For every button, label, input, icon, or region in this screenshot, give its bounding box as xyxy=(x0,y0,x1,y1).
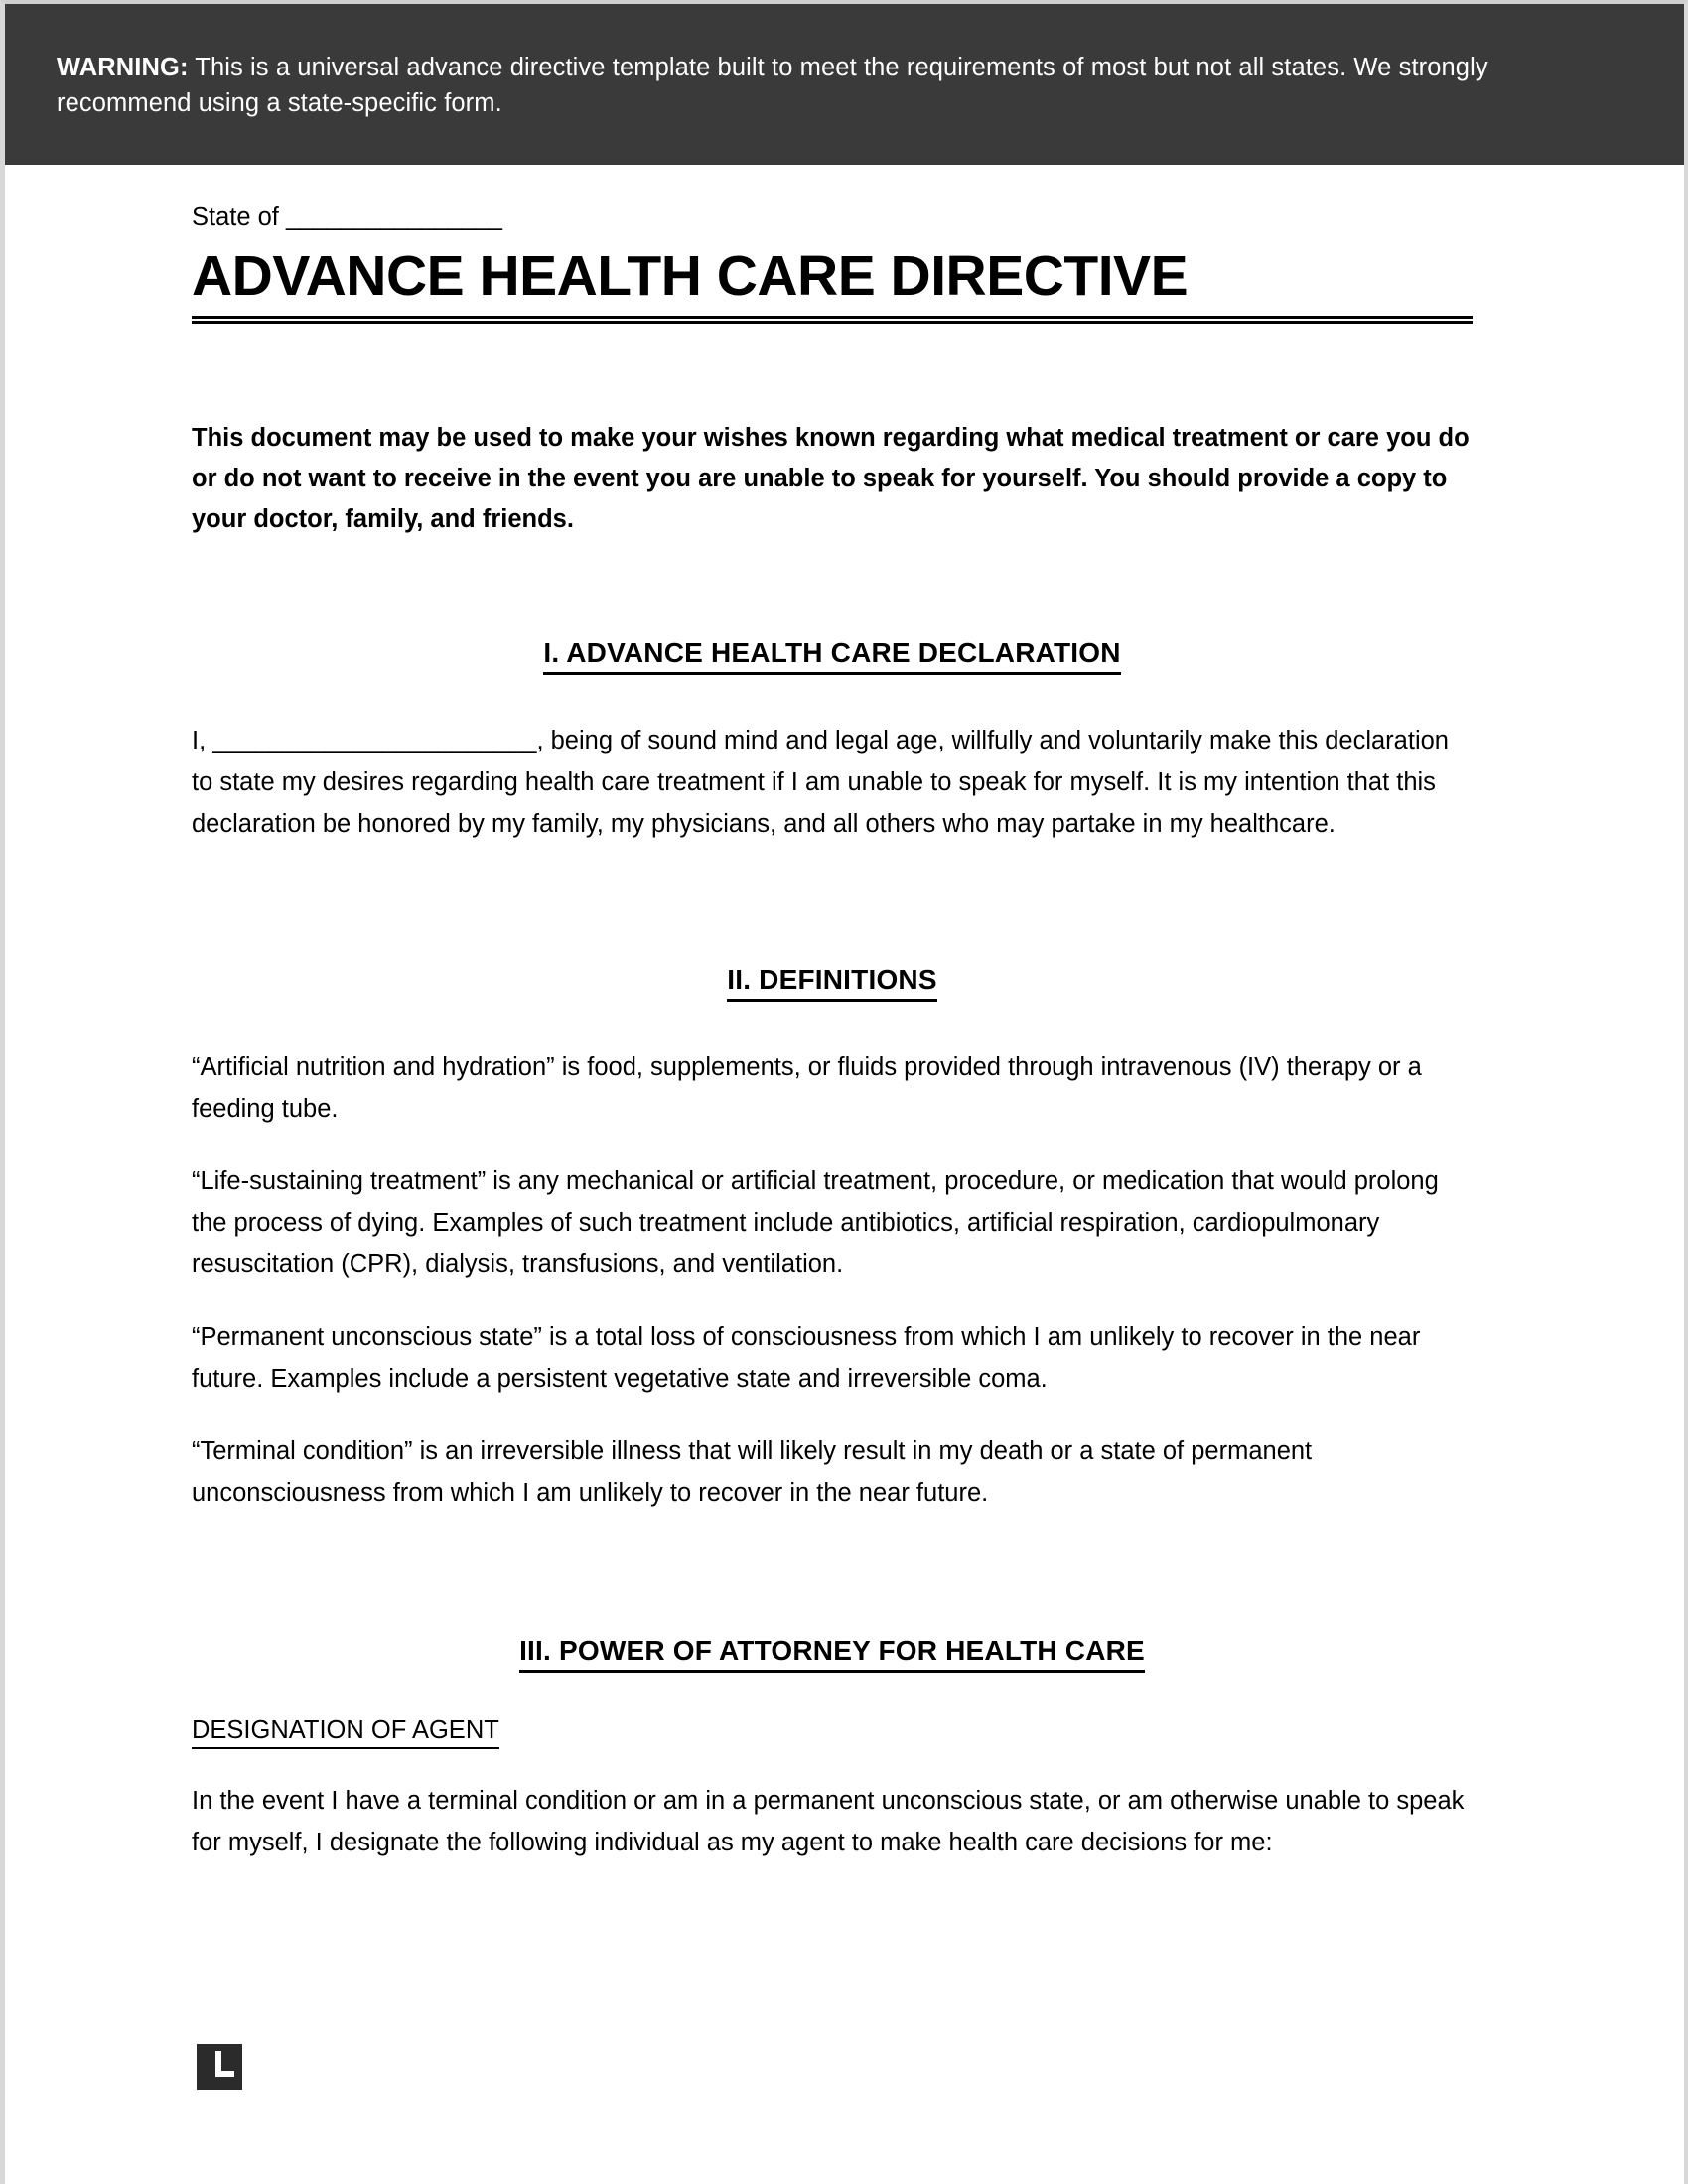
definition-artificial-nutrition: “Artificial nutrition and hydration” is food, supplements, or fluids provided through intravenous (IV) therapy or a feeding tube. xyxy=(192,1053,1422,1123)
designation-of-agent-subheading xyxy=(192,1716,1473,1749)
state-of-line xyxy=(192,204,1473,232)
title-double-rule xyxy=(192,316,1473,324)
section-heading-three-text: III. POWER OF ATTORNEY FOR HEALTH CARE xyxy=(519,1635,1145,1673)
page-title: ADVANCE HEALTH CARE DIRECTIVE xyxy=(192,244,1189,308)
content-column xyxy=(192,204,1473,1863)
section-heading-two-text: II. DEFINITIONS xyxy=(727,964,936,1002)
definition-permanent-unconscious-state: “Permanent unconscious state” is a total loss of consciousness from which I am unlikely to recover in the near future. Examples include a persistent vegetative state and irreversible coma. xyxy=(192,1322,1421,1393)
section-heading-three xyxy=(192,1635,1473,1673)
warning-text xyxy=(57,50,1624,121)
section-heading-two xyxy=(192,964,1473,1002)
warning-body: This is a universal advance directive template built to meet the requirements of most but not all states. We strongly recommend using a state-specific form. xyxy=(57,54,1488,118)
section-heading-one xyxy=(192,637,1473,675)
state-blank-field[interactable]: ________________ xyxy=(286,204,502,231)
document-body xyxy=(5,165,1684,1863)
legaltemplates-logo-icon xyxy=(197,2044,242,2090)
section-three-paragraph: In the event I have a terminal condition or am in a permanent unconscious state, or am otherwise unable to speak for myself, I designate the following individual as my agent to make health care decisions for me: xyxy=(192,1787,1465,1856)
definition-life-sustaining-treatment: “Life-sustaining treatment” is any mechanical or artificial treatment, procedure, or medication that would prolong the process of dying. Examples of such treatment include antibiotics, artificial respiration, cardiopulmonary resuscitation (CPR), dialysis, transfusions, and ventilation. xyxy=(192,1167,1439,1279)
intro-paragraph: This document may be used to make your wishes known regarding what medical treatment or care you do or do not want to receive in the event you are unable to speak for yourself. You should provide a copy to your doctor, family, and friends. xyxy=(192,423,1470,534)
warning-label: WARNING: xyxy=(57,54,189,81)
footer-logo xyxy=(197,2044,242,2090)
warning-banner xyxy=(5,4,1684,165)
section-one-paragraph: I, _______________________, being of sound mind and legal age, willfully and voluntarily make this declaration to state my desires regarding health care treatment if I am unable to speak for myself. It is my intention that this declaration be honored by my family, my physicians, and all others who may partake in my healthcare. xyxy=(192,727,1449,838)
state-of-label: State of xyxy=(192,204,279,231)
definition-terminal-condition: “Terminal condition” is an irreversible illness that will likely result in my death or a state of permanent unconsciousness from which I am unlikely to recover in the near future. xyxy=(192,1437,1313,1507)
designation-of-agent-text: DESIGNATION OF AGENT xyxy=(192,1716,499,1749)
section-heading-one-text: I. ADVANCE HEALTH CARE DECLARATION xyxy=(543,637,1120,675)
